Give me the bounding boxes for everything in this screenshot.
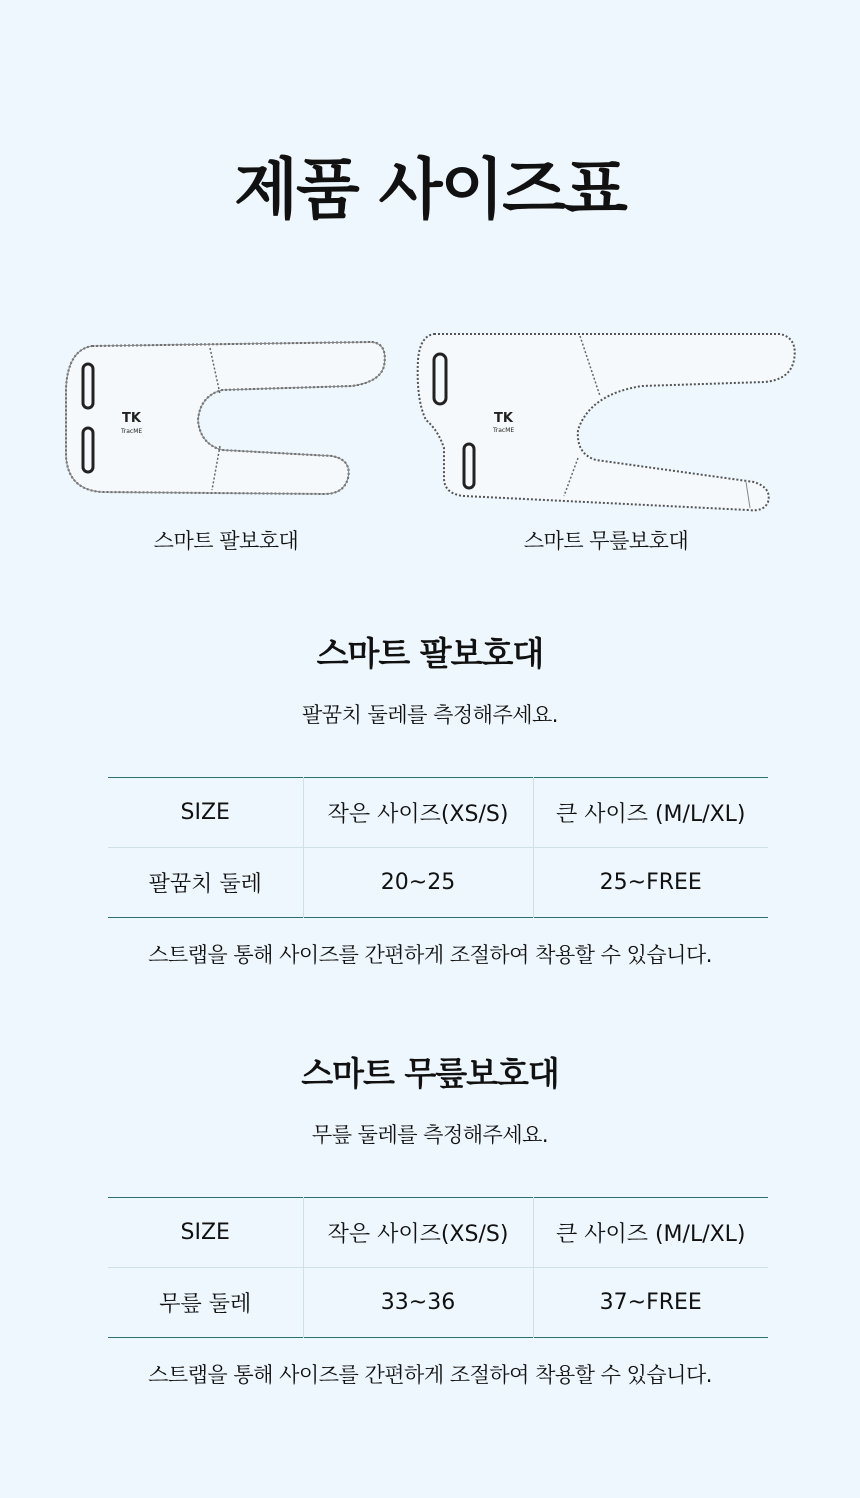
arm-size-table	[108, 777, 768, 918]
table-header-cell: 큰 사이즈 (M/L/XL)	[533, 778, 768, 848]
table-cell: 무릎 둘레	[108, 1268, 303, 1338]
arm-section-title: 스마트 팔보호대	[316, 634, 544, 673]
table-header-cell: 작은 사이즈(XS/S)	[303, 1198, 533, 1268]
knee-note: 스트랩을 통해 사이즈를 간편하게 조절하여 착용할 수 있습니다.	[148, 1363, 712, 1387]
arm-guard-caption: 스마트 팔보호대	[153, 529, 299, 553]
arm-section-subtitle: 팔꿈치 둘레를 측정해주세요.	[302, 703, 558, 727]
knee-guard-image	[414, 330, 800, 515]
table-cell: 25~FREE	[533, 848, 768, 918]
table-header-cell: 큰 사이즈 (M/L/XL)	[533, 1198, 768, 1268]
table-cell: 팔꿈치 둘레	[108, 848, 303, 918]
table-header-row	[108, 1198, 768, 1268]
brand-logo: TracME	[121, 428, 143, 435]
table-row	[108, 848, 768, 918]
svg-text:TK: TK	[494, 411, 513, 426]
table-header-cell: 작은 사이즈(XS/S)	[303, 778, 533, 848]
knee-section-subtitle: 무릎 둘레를 측정해주세요.	[311, 1123, 549, 1147]
arm-guard-image	[62, 330, 392, 500]
table-header-cell: SIZE	[180, 800, 230, 825]
arm-note: 스트랩을 통해 사이즈를 간편하게 조절하여 착용할 수 있습니다.	[148, 943, 712, 967]
knee-guard-caption: 스마트 무릎보호대	[523, 529, 689, 553]
table-header-cell: SIZE	[180, 1220, 230, 1245]
table-cell: 20~25	[303, 848, 533, 918]
table-cell: 37~FREE	[533, 1268, 768, 1338]
table-header-row	[108, 778, 768, 848]
brand-logo: TracME	[493, 427, 515, 434]
knee-size-table	[108, 1197, 768, 1338]
table-cell: 33~36	[303, 1268, 533, 1338]
table-row	[108, 1268, 768, 1338]
page-title: 제품 사이즈표	[234, 151, 626, 228]
svg-text:TK: TK	[122, 411, 141, 426]
knee-section-title: 스마트 무릎보호대	[301, 1054, 559, 1093]
